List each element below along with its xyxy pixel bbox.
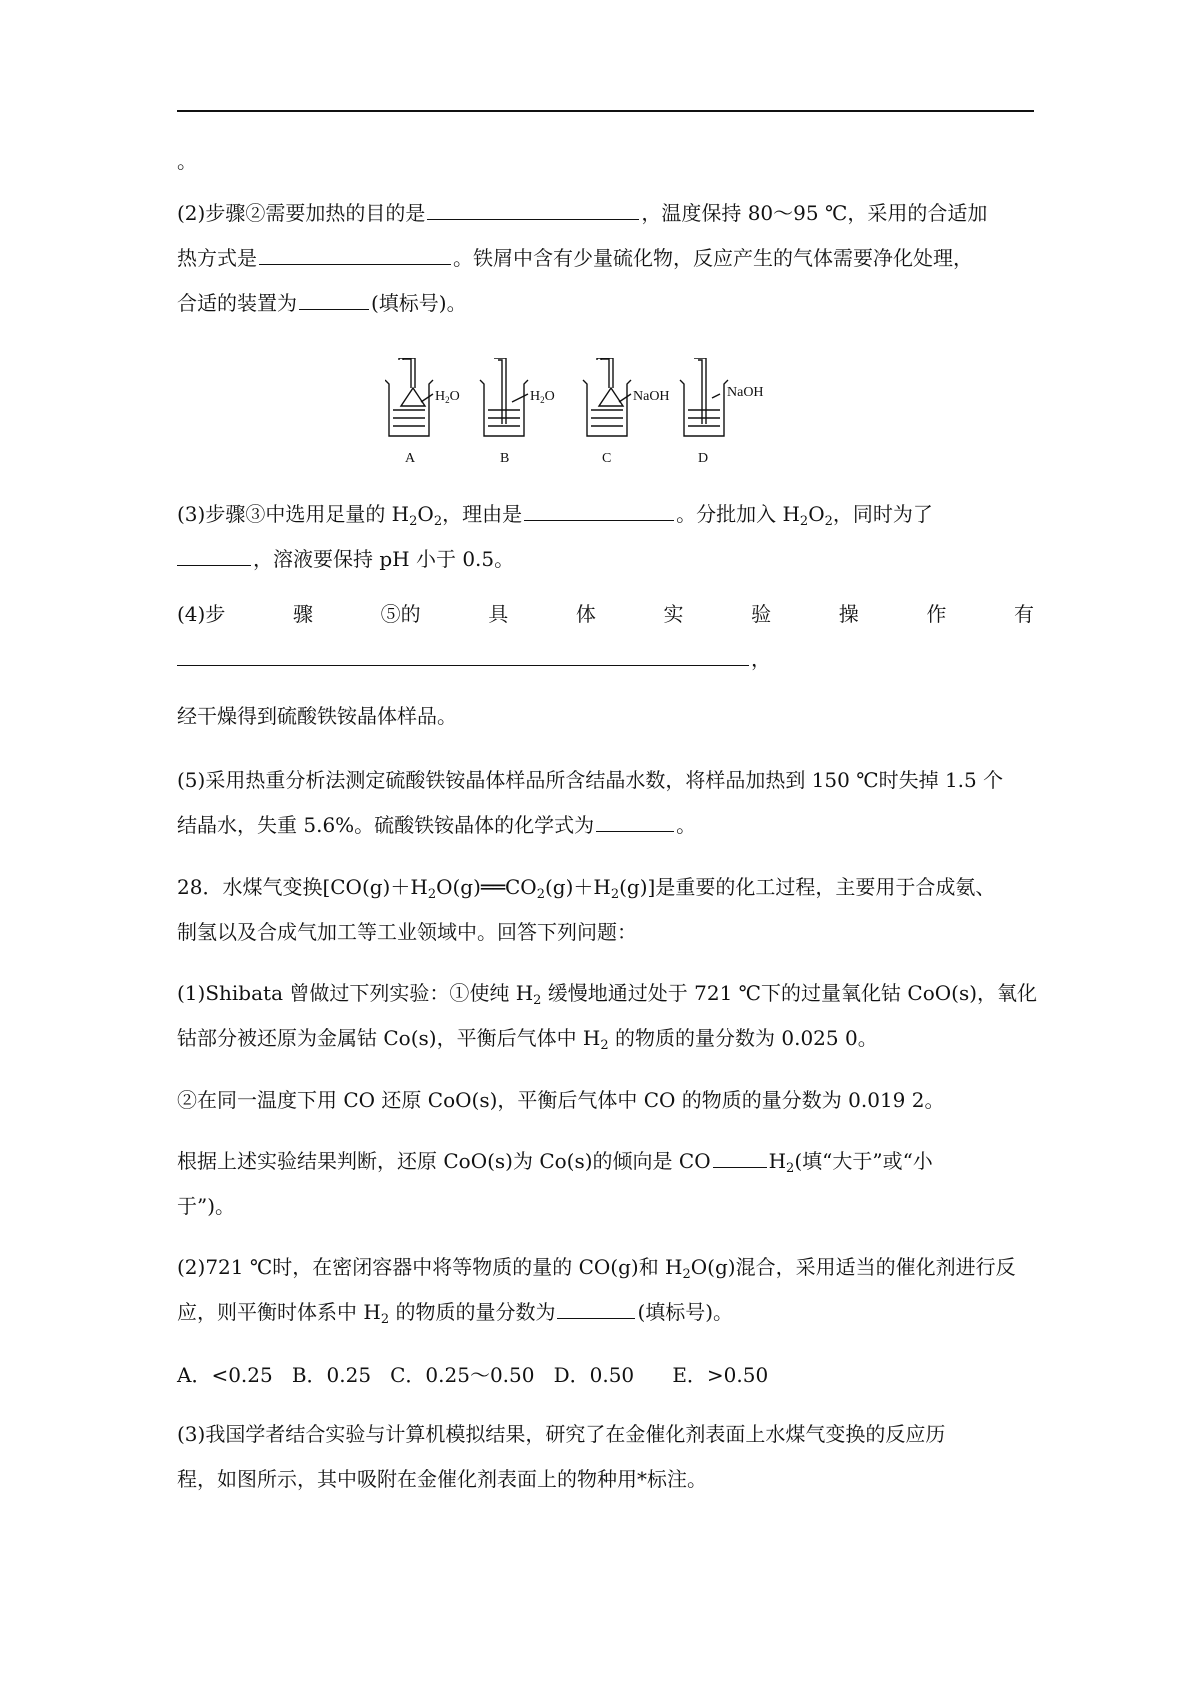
q4-line3: 经干燥得到硫酸铁铵晶体样品。 [177, 704, 457, 728]
option-b[interactable]: B．0.25 [291, 1363, 372, 1387]
s1b-line: ②在同一温度下用 CO 还原 CoO(s)，平衡后气体中 CO 的物质的量分数为 0.019 2。 [177, 1088, 945, 1112]
beaker-a [385, 358, 433, 436]
q5-line2: 结晶水，失重 5.6%。硫酸铁铵晶体的化学式为 。 [177, 804, 1034, 846]
label-a: $H_2O$ [435, 389, 460, 405]
q2-line2: 热方式是 。铁屑中含有少量硫化物，反应产生的气体需要净化处理， [177, 237, 1034, 279]
label-b: $H_2O$ [530, 389, 555, 405]
answer-blank[interactable] [177, 541, 251, 566]
beaker-c [583, 358, 631, 436]
answer-blank[interactable] [427, 195, 639, 220]
option-c[interactable]: C．0.25～0.50 [390, 1363, 535, 1387]
line-period: 。 [177, 149, 197, 173]
letter-a: A [405, 451, 416, 466]
q4-line2: ， [177, 638, 1034, 680]
q3-line1: (3)步骤③中选用足量的 $H_2O_2$，理由是 。分批加入 $H_2O_2$，同时为了 [177, 493, 1034, 535]
q28-line1: 28．水煤气变换$[CO(g)+H_2O(g)══CO_2(g)+H_2(g)]$是重要的化工过程，主要用于合成氨、 [177, 875, 996, 902]
options-line [177, 1354, 1034, 1396]
label-d: NaOH [727, 385, 764, 400]
answer-blank[interactable] [259, 240, 451, 265]
option-e[interactable]: E．>0.50 [672, 1363, 769, 1387]
option-d[interactable]: D．0.50 [553, 1363, 635, 1387]
answer-blank[interactable] [596, 807, 674, 832]
q4-line1: (4)步 骤 ⑤的 具 体 实 验 操 作 有 [177, 602, 1034, 626]
q5-line1: (5)采用热重分析法测定硫酸铁铵晶体样品所含结晶水数，将样品加热到 150 ℃时失掉 1.5 个 [177, 768, 1004, 792]
s2-line1: (2)721 ℃时，在密闭容器中将等物质的量的 CO(g)和 $H_2O(g)$混合，采用适当的催化剂进行反 [177, 1255, 1016, 1282]
q2-line3: 合适的装置为 (填标号)。 [177, 282, 1034, 324]
s2-line2: 应，则平衡时体系中 $H_2$ 的物质的量分数为 (填标号)。 [177, 1291, 1034, 1333]
answer-blank[interactable] [524, 496, 674, 521]
beaker-d [680, 358, 728, 436]
letter-b: B [500, 451, 510, 466]
s1c-line2: 于”)。 [177, 1194, 236, 1218]
s1-line1: (1)Shibata 曾做过下列实验：①使纯 $H_2$ 缓慢地通过处于 721 ℃下的过量氧化钴 CoO(s)，氧化 [177, 981, 1038, 1008]
answer-blank[interactable] [177, 641, 749, 666]
q3-line2: ，溶液要保持 pH 小于 0.5。 [177, 538, 1034, 580]
answer-blank[interactable] [557, 1294, 635, 1319]
q2-line1: (2)步骤②需要加热的目的是 ，温度保持 80～95 ℃，采用的合适加 [177, 192, 1034, 234]
s3-line2: 程，如图所示，其中吸附在金催化剂表面上的物种用*标注。 [177, 1467, 707, 1491]
s3-line1: (3)我国学者结合实验与计算机模拟结果，研究了在金催化剂表面上水煤气变换的反应历 [177, 1422, 946, 1446]
answer-blank[interactable] [299, 285, 369, 310]
gas-washing-figure [385, 358, 825, 468]
label-c: NaOH [633, 389, 670, 404]
letter-d: D [698, 451, 709, 466]
option-a[interactable]: A．<0.25 [177, 1363, 273, 1387]
answer-blank[interactable] [713, 1143, 767, 1168]
s1-line2: 钴部分被还原为金属钴 Co(s)，平衡后气体中 $H_2$ 的物质的量分数为 0.025 0。 [177, 1026, 878, 1053]
s1c-line1: 根据上述实验结果判断，还原 CoO(s)为 Co(s)的倾向是 CO $H_2$(填“大于”或“小 [177, 1140, 1034, 1182]
letter-c: C [602, 451, 612, 466]
beaker-b [480, 358, 528, 436]
q28-line2: 制氢以及合成气加工等工业领域中。回答下列问题： [177, 920, 637, 944]
header-rule [177, 110, 1034, 112]
